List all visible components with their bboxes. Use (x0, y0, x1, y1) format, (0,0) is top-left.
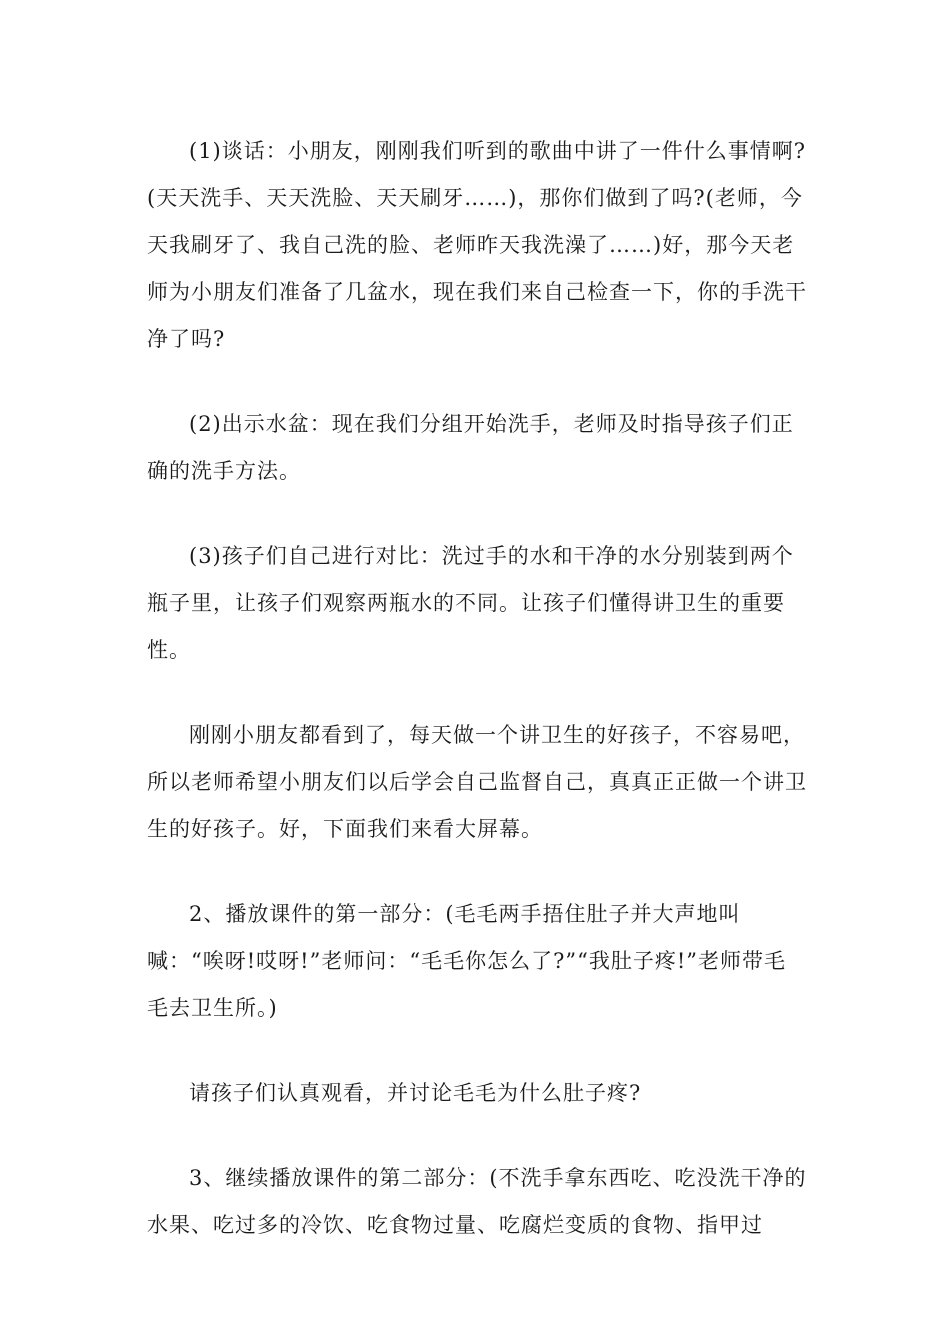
paragraph-4: 刚刚小朋友都看到了，每天做一个讲卫生的好孩子，不容易吧，所以老师希望小朋友们以后学会自己监督自己，真真正正做一个讲卫生的好孩子。好，下面我们来看大屏幕。 (147, 723, 807, 841)
paragraph-7: 3、继续播放课件的第二部分：(不洗手拿东西吃、吃没洗干净的水果、吃过多的冷饮、吃食物过量、吃腐烂变质的食物、指甲过 (147, 1166, 807, 1237)
document-body (147, 128, 807, 1249)
paragraph-gap (147, 495, 807, 533)
paragraph-gap (147, 674, 807, 712)
paragraph-3: (3)孩子们自己进行对比：洗过手的水和干净的水分别装到两个瓶子里，让孩子们观察两瓶水的不同。让孩子们懂得讲卫生的重要性。 (147, 544, 794, 662)
paragraph-6: 请孩子们认真观看，并讨论毛毛为什么肚子疼? (189, 1081, 642, 1105)
paragraph-gap (147, 1117, 807, 1155)
paragraph-gap (147, 363, 807, 401)
paragraph-gap (147, 853, 807, 891)
paragraph-gap (147, 1032, 807, 1070)
paragraph-2: (2)出示水盆：现在我们分组开始洗手，老师及时指导孩子们正确的洗手方法。 (147, 412, 794, 483)
paragraph-5: 2、播放课件的第一部分：(毛毛两手捂住肚子并大声地叫喊：“唉呀!哎呀!”老师问：“毛毛你怎么了?”“我肚子疼!”老师带毛毛去卫生所。) (147, 902, 786, 1020)
paragraph-1: (1)谈话：小朋友，刚刚我们听到的歌曲中讲了一件什么事情啊?(天天洗手、天天洗脸、天天刷牙……)，那你们做到了吗?(老师，今天我刷牙了、我自己洗的脸、老师昨天我洗澡了……)好，那今天老师为小朋友们准备了几盆水，现在我们来自己检查一下，你的手洗干净了吗? (147, 139, 807, 351)
